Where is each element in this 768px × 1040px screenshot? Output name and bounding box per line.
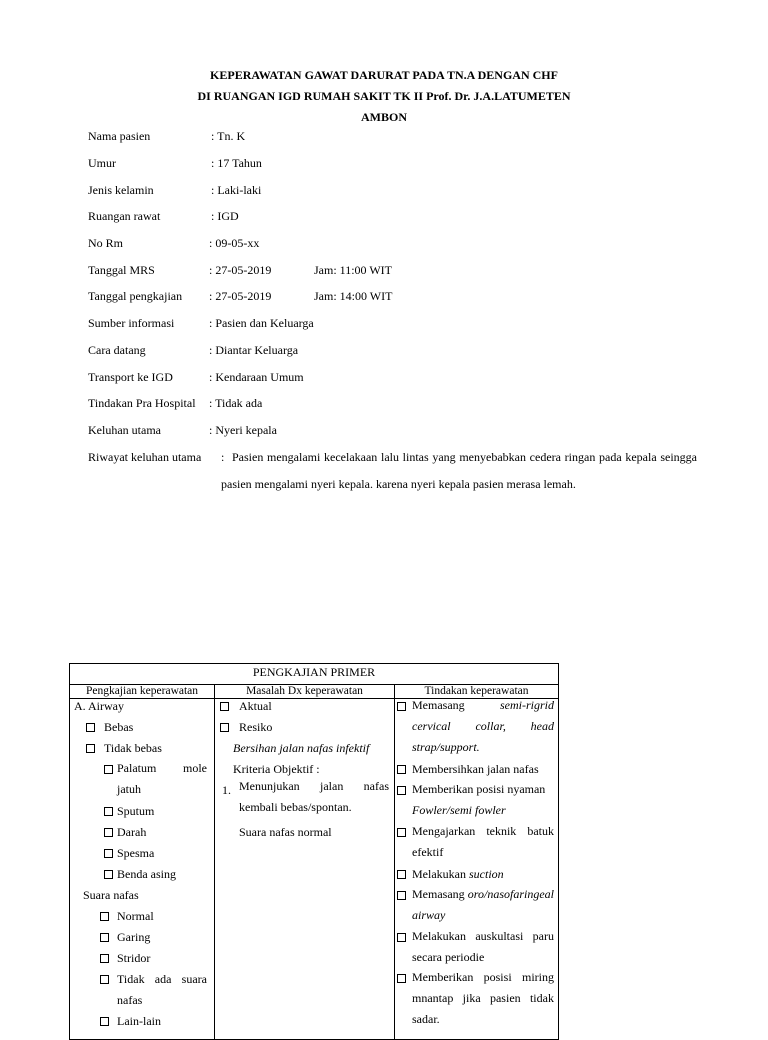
kriteria-word-4: kembali bebas/spontan. — [239, 800, 352, 814]
t7-word-2: auskultasi — [475, 929, 524, 943]
riwayat-line1: Pasien mengalami kecelakaan lalu lintas yang menyebabkan cedera ringan pada kepala seingga — [232, 450, 697, 464]
checkbox-aktual[interactable] — [220, 702, 229, 711]
tidak-ada-word-3: suara — [181, 972, 207, 986]
doc-title-line1: KEPERAWATAN GAWAT DARURAT PADA TN.A DENGAN CHF — [210, 68, 558, 82]
field-label-keluhan: Keluhan utama — [88, 423, 161, 437]
checkbox-stridor[interactable] — [100, 954, 109, 963]
checkbox-garing[interactable] — [100, 933, 109, 942]
tindakan-2: Membersihkan jalan nafas — [412, 762, 539, 776]
field-value-sumber: : Pasien dan Keluarga — [209, 316, 314, 330]
kriteria-number-1: 1. — [222, 783, 231, 797]
kriteria-word-1: Menunjukan — [239, 779, 300, 793]
table-header: PENGKAJIAN PRIMER — [70, 664, 559, 685]
palatum-word-3: jatuh — [117, 782, 141, 796]
field-extra-jam-mrs: Jam: 11:00 WIT — [314, 263, 392, 277]
label-tidak-ada-suara — [117, 969, 207, 1011]
tidak-ada-word-1: Tidak — [117, 972, 145, 986]
label-bebas: Bebas — [104, 720, 134, 734]
field-value-tanggal-pengkajian: : 27-05-2019 — [209, 289, 272, 303]
tindakan-1 — [412, 695, 554, 758]
tidak-ada-word-2: ada — [154, 972, 172, 986]
t4-word-2: teknik — [486, 824, 517, 838]
label-resiko: Resiko — [239, 720, 273, 734]
kriteria-word-2: jalan — [320, 779, 344, 793]
label-aktual: Aktual — [239, 699, 272, 713]
field-extra-jam-pengkajian: Jam: 14:00 WIT — [314, 289, 393, 303]
pengkajian-primer-table — [69, 663, 559, 1040]
t8-word-1: Memberikan — [412, 970, 474, 984]
t6-word-1: Memasang — [412, 887, 465, 901]
t8-word-2: posisi — [483, 970, 512, 984]
t8-word-4: mnantap — [412, 991, 454, 1005]
checkbox-tidak-ada-suara[interactable] — [100, 975, 109, 984]
field-label-transport: Transport ke IGD — [88, 370, 173, 384]
t1-word-2: semi-rigrid — [500, 698, 554, 712]
t1-word-3: cervical — [412, 719, 451, 733]
checkbox-posisi-miring[interactable] — [397, 974, 406, 983]
checkbox-palatum[interactable] — [104, 765, 113, 774]
t8-word-7: tidak — [529, 991, 554, 1005]
field-value-tanggal-mrs: : 27-05-2019 — [209, 263, 272, 277]
riwayat-line2: pasien mengalami nyeri kepala. karena nyeri kepala pasien merasa lemah. — [221, 477, 576, 491]
checkbox-tidak-bebas[interactable] — [86, 744, 95, 753]
field-value-umur: : 17 Tahun — [211, 156, 262, 170]
doc-title-line3: AMBON — [361, 110, 407, 124]
t3-line-1: Memberikan posisi nyaman — [412, 782, 546, 796]
t1-word-4: collar, — [475, 719, 506, 733]
t8-word-8: sadar. — [412, 1012, 440, 1026]
doc-title-line2: DI RUANGAN IGD RUMAH SAKIT TK II Prof. Dr. J.A.LATUMETEN — [197, 89, 571, 103]
checkbox-airway[interactable] — [397, 891, 406, 900]
field-label-nama: Nama pasien — [88, 129, 151, 143]
checkbox-suction[interactable] — [397, 870, 406, 879]
t7-word-3: paru — [532, 929, 554, 943]
field-value-keluhan: : Nyeri kepala — [209, 423, 277, 437]
tindakan-8 — [412, 967, 554, 1030]
field-label-no-rm: No Rm — [88, 236, 124, 250]
checkbox-membersihkan[interactable] — [397, 765, 406, 774]
field-value-tindakan-pra: : Tidak ada — [209, 396, 263, 410]
field-value-ruangan: : IGD — [211, 209, 239, 223]
checkbox-darah[interactable] — [104, 828, 113, 837]
field-label-umur: Umur — [88, 156, 116, 170]
t4-word-3: batuk — [527, 824, 554, 838]
label-benda-asing: Benda asing — [117, 867, 176, 881]
tindakan-3 — [412, 779, 554, 821]
field-value-transport: : Kendaraan Umum — [209, 370, 304, 384]
field-label-cara-datang: Cara datang — [88, 343, 146, 357]
label-lain-lain: Lain-lain — [117, 1014, 161, 1028]
t5-word-2: suction — [468, 867, 504, 881]
col-header-tindakan: Tindakan keperawatan — [395, 685, 559, 699]
t8-word-3: miring — [521, 970, 554, 984]
t1-word-6: strap/support. — [412, 740, 480, 754]
field-label-ruangan: Ruangan rawat — [88, 209, 161, 223]
label-palatum — [117, 758, 207, 800]
checkbox-lain-lain[interactable] — [100, 1017, 109, 1026]
field-value-nama: : Tn. K — [211, 129, 246, 143]
airway-heading: A. Airway — [74, 699, 124, 713]
label-sputum: Sputum — [117, 804, 155, 818]
checkbox-posisi-nyaman[interactable] — [397, 786, 406, 795]
field-value-cara-datang: : Diantar Keluarga — [209, 343, 299, 357]
field-value-jenis-kelamin: : Laki-laki — [211, 183, 262, 197]
field-label-jenis-kelamin: Jenis kelamin — [88, 183, 154, 197]
field-label-tanggal-mrs: Tanggal MRS — [88, 263, 155, 277]
label-spesma: Spesma — [117, 846, 155, 860]
t6-word-3: airway — [412, 908, 446, 922]
col-header-masalah: Masalah Dx keperawatan — [215, 685, 395, 699]
t8-word-5: jika — [462, 991, 481, 1005]
checkbox-resiko[interactable] — [220, 723, 229, 732]
t8-word-6: pasien — [489, 991, 521, 1005]
t7-word-4: secara periodie — [412, 950, 485, 964]
tidak-ada-word-4: nafas — [117, 993, 143, 1007]
cell-tindakan — [395, 699, 559, 1040]
label-stridor: Stridor — [117, 951, 151, 965]
checkbox-normal[interactable] — [100, 912, 109, 921]
t4-word-4: efektif — [412, 845, 444, 859]
checkbox-sputum[interactable] — [104, 807, 113, 816]
checkbox-memasang-collar[interactable] — [397, 702, 406, 711]
cell-masalah — [215, 699, 395, 1040]
field-label-sumber: Sumber informasi — [88, 316, 175, 330]
tindakan-7 — [412, 926, 554, 968]
t3-line-2: Fowler/semi fowler — [412, 803, 506, 817]
diagnosa-text: Bersihan jalan nafas infektif — [233, 741, 370, 755]
kriteria-item-1 — [239, 776, 389, 818]
t5-word-1: Melakukan — [412, 867, 466, 881]
checkbox-batuk-efektif[interactable] — [397, 828, 406, 837]
field-label-tindakan-pra: Tindakan Pra Hospital — [88, 396, 196, 410]
tindakan-4 — [412, 821, 554, 863]
field-label-riwayat: Riwayat keluhan utama — [88, 450, 202, 464]
checkbox-benda-asing[interactable] — [104, 870, 113, 879]
checkbox-bebas[interactable] — [86, 723, 95, 732]
field-label-tanggal-pengkajian: Tanggal pengkajian — [88, 289, 183, 303]
palatum-word-1: Palatum — [117, 761, 157, 775]
label-garing: Garing — [117, 930, 151, 944]
kriteria-word-3: nafas — [363, 779, 389, 793]
label-normal: Normal — [117, 909, 154, 923]
label-darah: Darah — [117, 825, 147, 839]
checkbox-auskultasi[interactable] — [397, 933, 406, 942]
field-value-no-rm: : 09-05-xx — [209, 236, 260, 250]
t7-word-1: Melakukan — [412, 929, 466, 943]
t1-word-5: head — [530, 719, 554, 733]
checkbox-spesma[interactable] — [104, 849, 113, 858]
t4-word-1: Mengajarkan — [412, 824, 476, 838]
t1-word-1: Memasang — [412, 698, 465, 712]
tindakan-6 — [412, 884, 554, 926]
tindakan-5 — [412, 867, 504, 881]
kriteria-item-2: Suara nafas normal — [239, 825, 332, 839]
palatum-word-2: mole — [183, 761, 207, 775]
cell-pengkajian — [70, 699, 215, 1040]
field-riwayat-colon: : — [221, 450, 225, 464]
label-tidak-bebas: Tidak bebas — [104, 741, 162, 755]
col-header-pengkajian: Pengkajian keperawatan — [70, 685, 215, 699]
suara-nafas-heading: Suara nafas — [83, 888, 139, 902]
kriteria-heading: Kriteria Objektif : — [233, 762, 320, 776]
t6-word-2: oro/nasofaringeal — [467, 887, 554, 901]
